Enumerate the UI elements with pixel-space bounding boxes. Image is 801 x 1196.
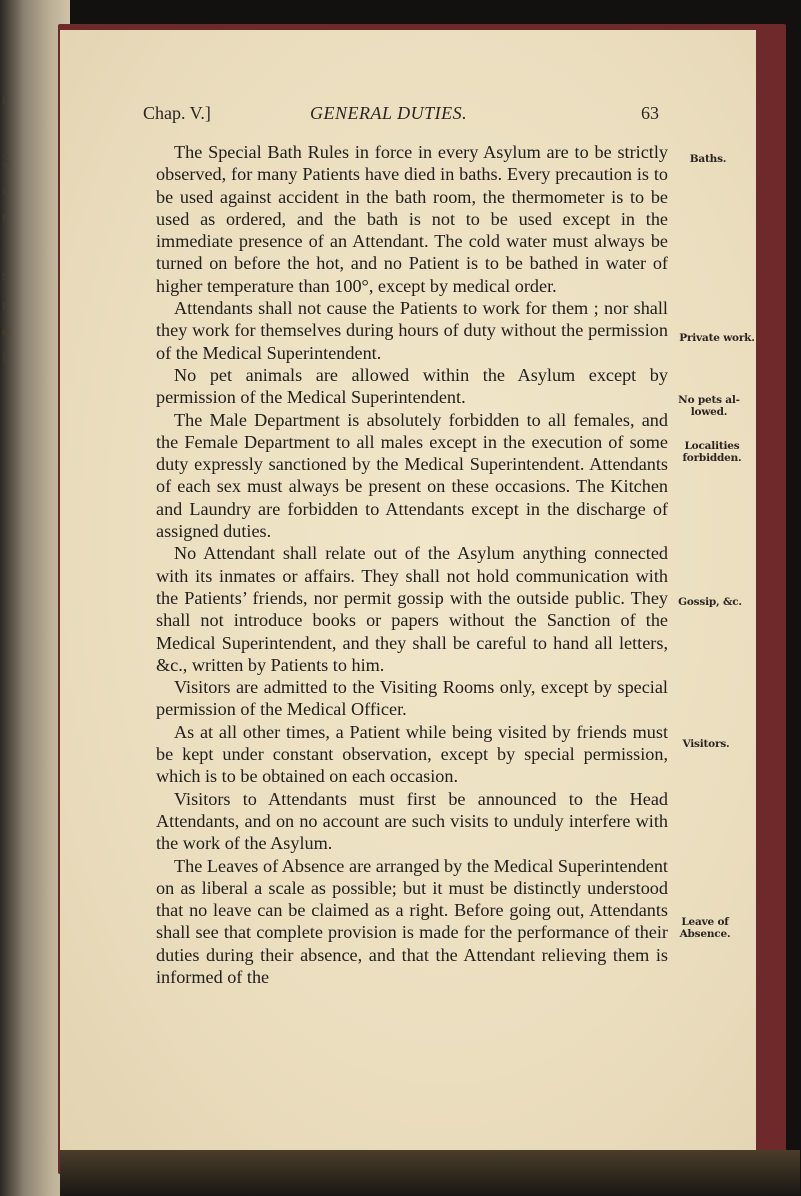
running-title: GENERAL DUTIES. [310, 103, 468, 123]
body-text [156, 141, 668, 988]
facing-page-fragments [0, 0, 18, 1196]
margin-note-no-pets: No pets al- lowed. [678, 394, 740, 418]
margin-note-private-work: Private work. [679, 332, 755, 344]
paragraph-observation: As at all other times, a Patient while being visited by friends must be kept under constant observation, except by special permission, which is to be obtained on each occasion. [156, 721, 668, 787]
chapter-label: Chap. V.] [143, 103, 211, 123]
paragraph-private-work: Attendants shall not cause the Patients to work for them ; nor shall they work for themselves during hours of duty without the permission of the Medical Superintendent. [156, 298, 668, 363]
fragment: ʒ [2, 150, 9, 166]
fragment: · [2, 236, 7, 252]
paragraph-visitors: Visitors are admitted to the Visiting Rooms only, except by special permission of the Medical Officer. [156, 677, 668, 720]
paragraph-localities: The Male Department is absolutely forbidden to all females, and the Female Department to all males except in the execution of some duty expressly sanctioned by the Medical Superintendent. Attendants of each sex must always be present on these occasions. The Kitchen and Laundry are forbidden to Attendants except in the discharge of assigned duties. [156, 409, 668, 542]
margin-note-baths: Baths. [689, 153, 727, 165]
fragment: s [2, 268, 8, 284]
margin-note-gossip: Gossip, &c. [678, 596, 742, 608]
margin-note-leave: Leave of Absence. [679, 916, 731, 940]
fragment: t [2, 298, 7, 314]
margin-note-localities: Localities forbidden. [682, 440, 742, 464]
fragment: e [2, 324, 9, 340]
paragraph-leave: The Leaves of Absence are arranged by the Medical Superintendent on as liberal a scale as possible; but it must be distinctly understood that no leave can be claimed as a right. Before going out, Attendants shall see that complete provision is made for the performance of their duties during their absence, and that the Attendant relieving them is informed of the [156, 855, 668, 987]
paragraph-no-pets: No pet animals are allowed within the Asylum except by permission of the Medical Superintendent. [156, 364, 668, 408]
margin-note-visitors: Visitors. [682, 738, 730, 750]
paragraph-gossip: No Attendant shall relate out of the Asylum anything connected with its inmates or affairs. They shall not hold communication with the Patients’ friends, nor permit gossip with the outside public. They shall not introduce books or papers without the Sanction of the Medical Superintendent, and they shall be careful to hand all letters, &c., written by Patients to him. [156, 543, 668, 675]
page-shadow [60, 1150, 800, 1196]
fragment: t [2, 210, 7, 226]
fragment: l [2, 350, 7, 366]
paragraph-baths: The Special Bath Rules in force in every Asylum are to be strictly observed, for many Patients have died in baths. Every precaution is to be used against accident in the bath room, the thermometer is to be used as ordered, and the bath is not to be used except in the immediate presence of an Attendant. The cold water must always be turned on before the hot, and no Patient is to be bathed in water of higher temperature than 100°, except by medical order. [156, 142, 668, 296]
page-number: 63 [641, 103, 659, 123]
fragment: r [2, 92, 7, 108]
fragment: ε [2, 182, 9, 198]
paragraph-attendant-visitors: Visitors to Attendants must first be announced to the Head Attendants, and on no account are such visits to unduly interfere with the work of the Asylum. [156, 788, 668, 854]
